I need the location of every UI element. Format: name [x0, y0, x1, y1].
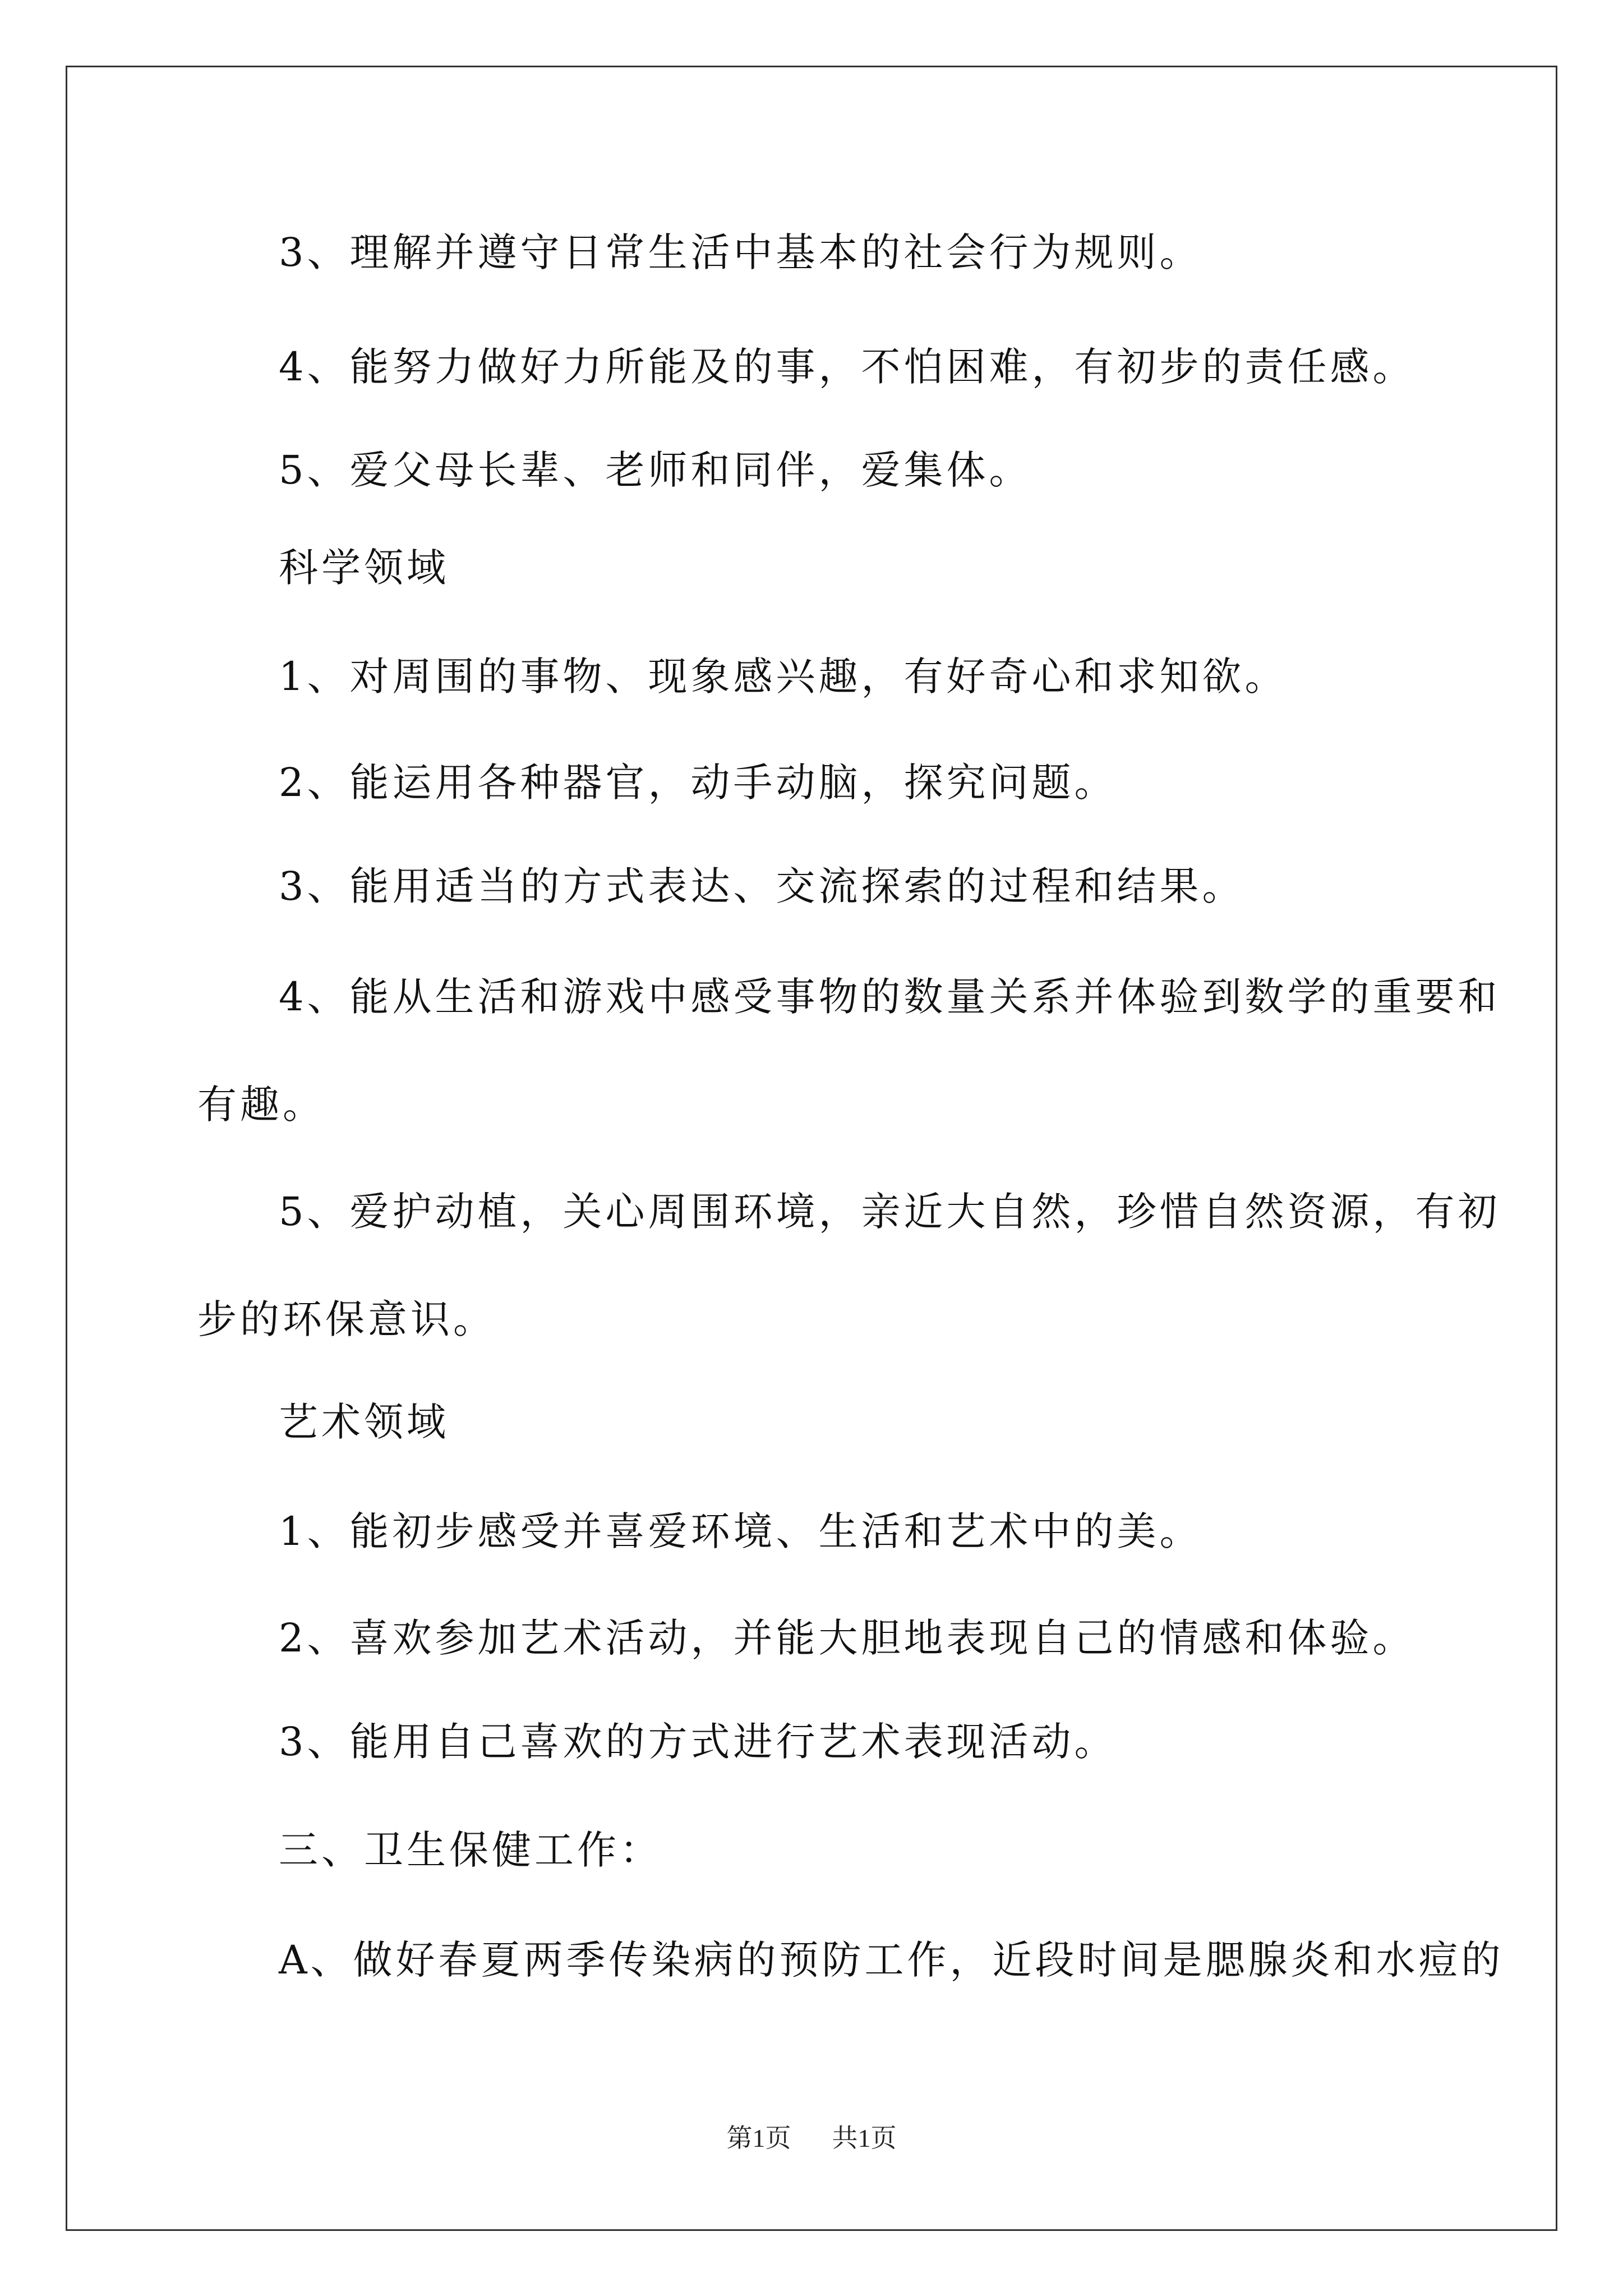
- paragraph-science-5: 5、爱护动植，关心周围环境，亲近大自然，珍惜自然资源，有初: [279, 1189, 1501, 1235]
- paragraph-science-4-continued: 有趣。: [197, 1082, 325, 1128]
- paragraph-art-1: 1、能初步感受并喜爱环境、生活和艺术中的美。: [279, 1508, 1202, 1554]
- paragraph-health-a: A、做好春夏两季传染病的预防工作，近段时间是腮腺炎和水痘的: [279, 1937, 1504, 1983]
- section-heading-science: 科学领域: [279, 545, 449, 591]
- paragraph-art-3: 3、能用自己喜欢的方式进行艺术表现活动。: [279, 1719, 1117, 1765]
- page-border: [66, 66, 1557, 2231]
- section-heading-health: 三、卫生保健工作：: [279, 1827, 662, 1873]
- paragraph-science-4: 4、能从生活和游戏中感受事物的数量关系并体验到数学的重要和: [279, 974, 1501, 1020]
- paragraph-science-5-continued: 步的环保意识。: [197, 1296, 496, 1342]
- paragraph-rule-3: 3、理解并遵守日常生活中基本的社会行为规则。: [279, 229, 1202, 275]
- paragraph-science-1: 1、对周围的事物、现象感兴趣，有好奇心和求知欲。: [279, 654, 1288, 700]
- paragraph-art-2: 2、喜欢参加艺术活动，并能大胆地表现自己的情感和体验。: [279, 1615, 1415, 1661]
- page-total: 共1页: [832, 2124, 897, 2152]
- section-heading-art: 艺术领域: [279, 1399, 449, 1445]
- paragraph-science-2: 2、能运用各种器官，动手动脑，探究问题。: [279, 760, 1117, 806]
- page-footer: [0, 2123, 1623, 2154]
- paragraph-science-3: 3、能用适当的方式表达、交流探索的过程和结果。: [279, 863, 1245, 909]
- paragraph-rule-5: 5、爱父母长辈、老师和同伴，爱集体。: [279, 447, 1032, 493]
- paragraph-rule-4: 4、能努力做好力所能及的事，不怕困难，有初步的责任感。: [279, 344, 1415, 390]
- page-number: 第1页: [726, 2124, 791, 2152]
